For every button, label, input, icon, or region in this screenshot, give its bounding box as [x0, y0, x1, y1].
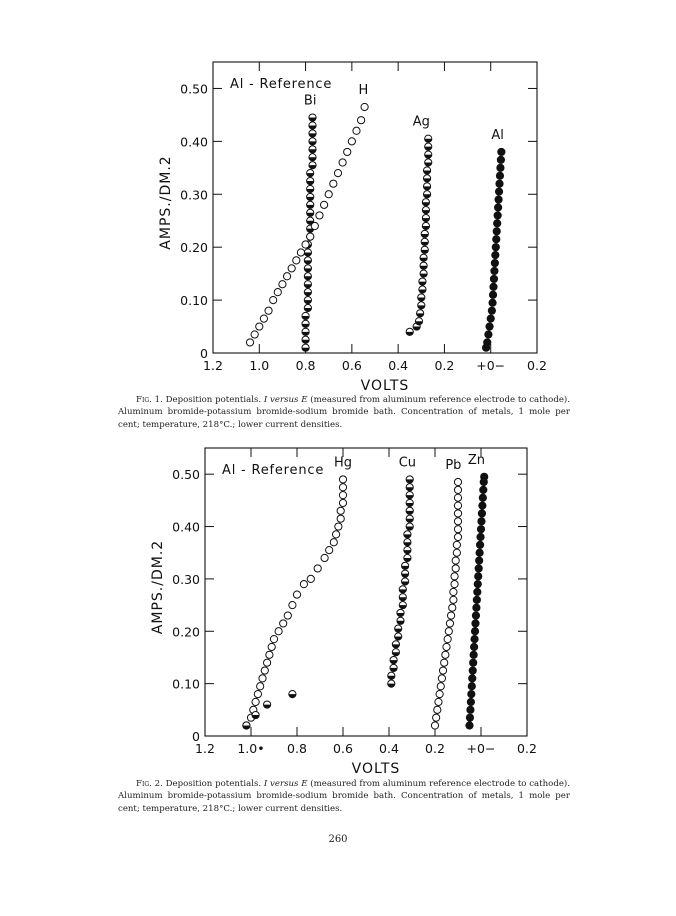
series-label: Al — [491, 127, 504, 143]
series-ag — [406, 135, 432, 335]
data-point — [471, 643, 478, 650]
data-point — [397, 617, 404, 624]
data-point — [302, 312, 309, 319]
data-point — [406, 515, 413, 522]
data-point — [302, 320, 309, 327]
data-point — [495, 196, 502, 203]
data-point — [468, 691, 475, 698]
data-point — [420, 254, 427, 261]
data-point — [431, 722, 438, 729]
data-point — [452, 557, 459, 564]
data-point — [309, 162, 316, 169]
y-tick-label: 0.20 — [172, 624, 200, 640]
caption-lead: Deposition potentials. — [162, 395, 264, 405]
data-point — [330, 180, 337, 187]
data-point — [274, 289, 281, 296]
data-point — [404, 531, 411, 538]
data-point — [270, 636, 277, 643]
data-point — [406, 484, 413, 491]
data-point — [309, 122, 316, 129]
data-point — [304, 281, 311, 288]
data-point — [474, 588, 481, 595]
data-point — [488, 307, 495, 314]
data-point — [472, 620, 479, 627]
data-point — [320, 201, 327, 208]
data-point — [337, 515, 344, 522]
data-point — [453, 549, 460, 556]
data-point — [406, 499, 413, 506]
data-point — [437, 683, 444, 690]
series-zn — [466, 473, 488, 729]
data-point — [466, 714, 473, 721]
data-point — [425, 151, 432, 158]
data-point — [489, 299, 496, 306]
data-point — [451, 581, 458, 588]
data-point — [316, 212, 323, 219]
data-point — [498, 148, 505, 155]
data-point — [495, 204, 502, 211]
data-point — [304, 296, 311, 303]
data-point — [422, 214, 429, 221]
x-tick-label: +0− — [466, 741, 496, 756]
data-point — [307, 575, 314, 582]
data-point — [309, 138, 316, 145]
data-point — [395, 625, 402, 632]
data-point — [279, 281, 286, 288]
data-point — [423, 183, 430, 190]
data-point — [415, 318, 422, 325]
series-label: Cu — [398, 455, 417, 471]
data-point — [402, 570, 409, 577]
data-point — [307, 193, 314, 200]
data-point — [453, 541, 460, 548]
x-tick-label: 0.6 — [333, 741, 353, 756]
data-point — [434, 706, 441, 713]
data-point — [246, 339, 253, 346]
caption-emphasis: I versus E — [263, 395, 308, 405]
x-axis-label: VOLTS — [351, 761, 401, 777]
data-point — [326, 547, 333, 554]
data-point — [419, 286, 426, 293]
data-point — [302, 344, 309, 351]
data-point — [486, 323, 493, 330]
x-tick-label: 0.2 — [517, 741, 537, 756]
data-point — [489, 291, 496, 298]
data-point — [392, 641, 399, 648]
data-point — [309, 114, 316, 121]
data-point — [268, 643, 275, 650]
series-al — [482, 148, 504, 351]
data-point — [304, 265, 311, 272]
caption-emphasis: I versus E — [263, 779, 308, 789]
data-point — [420, 262, 427, 269]
data-point — [344, 148, 351, 155]
data-point — [476, 557, 483, 564]
data-point — [261, 667, 268, 674]
reference-annotation: Al - Reference — [230, 77, 333, 92]
data-point — [473, 596, 480, 603]
data-point — [302, 241, 309, 248]
y-tick-label: 0.20 — [180, 240, 208, 256]
data-point — [496, 180, 503, 187]
chart-figure-2 — [0, 420, 676, 790]
data-point — [438, 675, 445, 682]
y-tick-label: 0.50 — [172, 467, 200, 483]
data-point — [492, 252, 499, 259]
data-point — [421, 238, 428, 245]
data-point — [422, 199, 429, 206]
data-point — [404, 547, 411, 554]
data-point — [476, 549, 483, 556]
data-point — [419, 278, 426, 285]
series-label: Hg — [333, 455, 353, 471]
data-point — [265, 307, 272, 314]
data-point — [466, 722, 473, 729]
data-point — [454, 478, 461, 485]
data-point — [446, 620, 453, 627]
data-point — [243, 722, 250, 729]
data-point — [435, 698, 442, 705]
data-point — [402, 578, 409, 585]
data-point — [304, 289, 311, 296]
data-point — [471, 636, 478, 643]
y-tick-label: 0.30 — [180, 187, 208, 203]
data-point — [406, 507, 413, 514]
data-point — [454, 526, 461, 533]
x-tick-label: 0.4 — [379, 741, 399, 756]
y-tick-label: 0.50 — [180, 81, 208, 97]
x-tick-label: 1.0 — [249, 358, 270, 373]
data-point — [307, 209, 314, 216]
data-point — [339, 476, 346, 483]
y-tick-label: 0.10 — [172, 676, 200, 692]
x-tick-label: 0.2 — [425, 741, 445, 756]
data-point — [304, 257, 311, 264]
series-label: Ag — [412, 114, 430, 130]
x-tick-label: 1.2 — [195, 741, 215, 756]
data-point — [450, 588, 457, 595]
data-point — [492, 244, 499, 251]
x-tick-label: 0.2 — [527, 358, 547, 373]
data-point — [402, 562, 409, 569]
data-point — [454, 533, 461, 540]
data-point — [314, 565, 321, 572]
data-point — [425, 135, 432, 142]
data-point — [442, 651, 449, 658]
data-point — [404, 554, 411, 561]
data-point — [433, 714, 440, 721]
data-point — [423, 191, 430, 198]
data-point — [297, 249, 304, 256]
data-point — [339, 484, 346, 491]
data-point — [422, 222, 429, 229]
data-point — [450, 596, 457, 603]
data-point — [418, 302, 425, 309]
data-point — [494, 220, 501, 227]
data-point — [454, 510, 461, 517]
data-point — [470, 659, 477, 666]
y-tick-label: 0.40 — [180, 134, 208, 150]
data-point — [421, 246, 428, 253]
data-point — [256, 323, 263, 330]
data-point — [454, 494, 461, 501]
data-point — [304, 249, 311, 256]
data-point — [423, 167, 430, 174]
data-point — [484, 339, 491, 346]
series-label: Bi — [303, 93, 317, 109]
data-point — [307, 185, 314, 192]
y-tick-label: 0.40 — [172, 519, 200, 535]
data-point — [254, 691, 261, 698]
series-label: Zn — [467, 452, 485, 468]
data-point — [288, 265, 295, 272]
data-point — [467, 706, 474, 713]
data-point — [452, 565, 459, 572]
data-point — [307, 201, 314, 208]
data-point — [339, 159, 346, 166]
data-point — [260, 315, 267, 322]
data-point — [497, 164, 504, 171]
data-point — [333, 531, 340, 538]
data-point — [406, 328, 413, 335]
caption-text: (measured from aluminum reference electrode to cathode). Aluminum bromide-potassium bromide-sodium bromide bath. Concentration of metals, 1 mole per cent; temperature, 218°C.; lower current densities. — [118, 395, 570, 430]
data-point — [469, 675, 476, 682]
data-point — [443, 643, 450, 650]
series-cu — [388, 476, 414, 687]
data-point — [266, 651, 273, 658]
data-point — [309, 130, 316, 137]
figure-2-caption — [118, 778, 570, 815]
data-point — [423, 175, 430, 182]
y-axis-label: AMPS./DM.2 — [150, 539, 166, 635]
x-tick-label: 0.8 — [295, 358, 316, 373]
data-point — [283, 273, 290, 280]
data-point — [491, 259, 498, 266]
data-point — [477, 526, 484, 533]
data-point — [441, 659, 448, 666]
data-point — [275, 628, 282, 635]
data-point — [307, 233, 314, 240]
data-point — [330, 539, 337, 546]
x-tick-label: 0.8 — [287, 741, 307, 756]
data-point — [439, 667, 446, 674]
data-point — [339, 492, 346, 499]
data-point — [448, 612, 455, 619]
caption-figure-number: Fig. 1. — [136, 395, 163, 405]
data-point — [390, 664, 397, 671]
data-point — [418, 294, 425, 301]
data-point — [302, 328, 309, 335]
x-tick-label: +0− — [476, 358, 506, 373]
data-point — [392, 649, 399, 656]
data-point — [304, 304, 311, 311]
data-point — [334, 170, 341, 177]
data-point — [477, 533, 484, 540]
data-point — [353, 127, 360, 134]
data-point — [399, 594, 406, 601]
x-tick-label: 0.2 — [434, 358, 455, 373]
data-point — [479, 502, 486, 509]
data-point — [476, 541, 483, 548]
data-point — [485, 331, 492, 338]
data-point — [388, 680, 395, 687]
data-point — [454, 518, 461, 525]
data-point — [493, 228, 500, 235]
data-point — [479, 494, 486, 501]
data-point — [474, 581, 481, 588]
data-point — [493, 236, 500, 243]
data-point — [289, 691, 296, 698]
data-point — [468, 683, 475, 690]
data-point — [257, 683, 264, 690]
reference-annotation: Al - Reference — [222, 463, 325, 478]
data-point — [399, 586, 406, 593]
x-tick-label: 1.0• — [237, 741, 265, 756]
x-tick-label: 0.4 — [388, 358, 409, 373]
data-point — [335, 523, 342, 530]
data-point — [471, 628, 478, 635]
page-number: 260 — [328, 834, 348, 845]
data-point — [339, 499, 346, 506]
data-point — [469, 667, 476, 674]
data-point — [289, 601, 296, 608]
y-tick-label: 0 — [192, 729, 200, 744]
data-point — [425, 143, 432, 150]
data-point — [422, 207, 429, 214]
data-point — [293, 591, 300, 598]
data-point — [361, 103, 368, 110]
y-tick-label: 0.10 — [180, 293, 208, 309]
data-point — [425, 159, 432, 166]
series-bi — [302, 114, 316, 351]
data-point — [251, 331, 258, 338]
data-point — [307, 170, 314, 177]
series-pb — [431, 478, 461, 729]
x-tick-label: 0.6 — [341, 358, 362, 373]
data-point — [304, 273, 311, 280]
chart-figure-1 — [0, 0, 676, 394]
data-point — [417, 310, 424, 317]
data-point — [399, 601, 406, 608]
y-tick-label: 0 — [200, 346, 208, 361]
data-point — [307, 177, 314, 184]
y-tick-label: 0.30 — [172, 571, 200, 587]
data-point — [321, 554, 328, 561]
data-point — [436, 691, 443, 698]
data-point — [252, 698, 259, 705]
data-point — [404, 539, 411, 546]
data-point — [490, 283, 497, 290]
x-axis-label: VOLTS — [360, 378, 410, 394]
data-point — [406, 492, 413, 499]
data-point — [487, 315, 494, 322]
data-point — [478, 510, 485, 517]
data-point — [264, 701, 271, 708]
caption-lead: Deposition potentials. — [162, 779, 264, 789]
data-point — [475, 565, 482, 572]
data-point — [358, 117, 365, 124]
data-point — [390, 656, 397, 663]
data-point — [470, 651, 477, 658]
caption-figure-number: Fig. 2. — [136, 779, 163, 789]
data-point — [444, 636, 451, 643]
data-point — [309, 146, 316, 153]
data-point — [490, 275, 497, 282]
data-point — [270, 296, 277, 303]
data-point — [252, 711, 259, 718]
data-point — [395, 633, 402, 640]
data-point — [337, 507, 344, 514]
data-point — [325, 191, 332, 198]
x-tick-label: 1.2 — [203, 358, 223, 373]
y-axis-label: AMPS./DM.2 — [158, 155, 174, 250]
data-point — [420, 270, 427, 277]
data-point — [348, 138, 355, 145]
data-point — [491, 267, 498, 274]
data-point — [264, 659, 271, 666]
data-point — [445, 628, 452, 635]
data-point — [497, 156, 504, 163]
data-point — [406, 476, 413, 483]
data-point — [280, 620, 287, 627]
data-point — [472, 612, 479, 619]
data-point — [473, 604, 480, 611]
data-point — [449, 604, 456, 611]
caption-text: (measured from aluminum reference electrode to cathode). Aluminum bromide-potassium bromide-sodium bromide bath. Concentration of metals, 1 mole per cent; temperature, 218°C.; lower current densities. — [118, 779, 570, 814]
data-point — [494, 212, 501, 219]
data-point — [293, 257, 300, 264]
data-point — [311, 222, 318, 229]
data-point — [481, 473, 488, 480]
data-point — [480, 486, 487, 493]
data-point — [406, 523, 413, 530]
data-point — [259, 675, 266, 682]
data-point — [451, 573, 458, 580]
data-point — [467, 698, 474, 705]
data-point — [496, 172, 503, 179]
data-point — [421, 230, 428, 237]
data-point — [300, 581, 307, 588]
series-label: Pb — [445, 458, 462, 474]
data-point — [397, 609, 404, 616]
data-point — [388, 672, 395, 679]
data-point — [284, 612, 291, 619]
data-point — [495, 188, 502, 195]
data-point — [454, 486, 461, 493]
data-point — [478, 518, 485, 525]
data-point — [454, 502, 461, 509]
data-point — [309, 154, 316, 161]
data-point — [302, 336, 309, 343]
data-point — [475, 573, 482, 580]
series-label: H — [358, 82, 369, 98]
